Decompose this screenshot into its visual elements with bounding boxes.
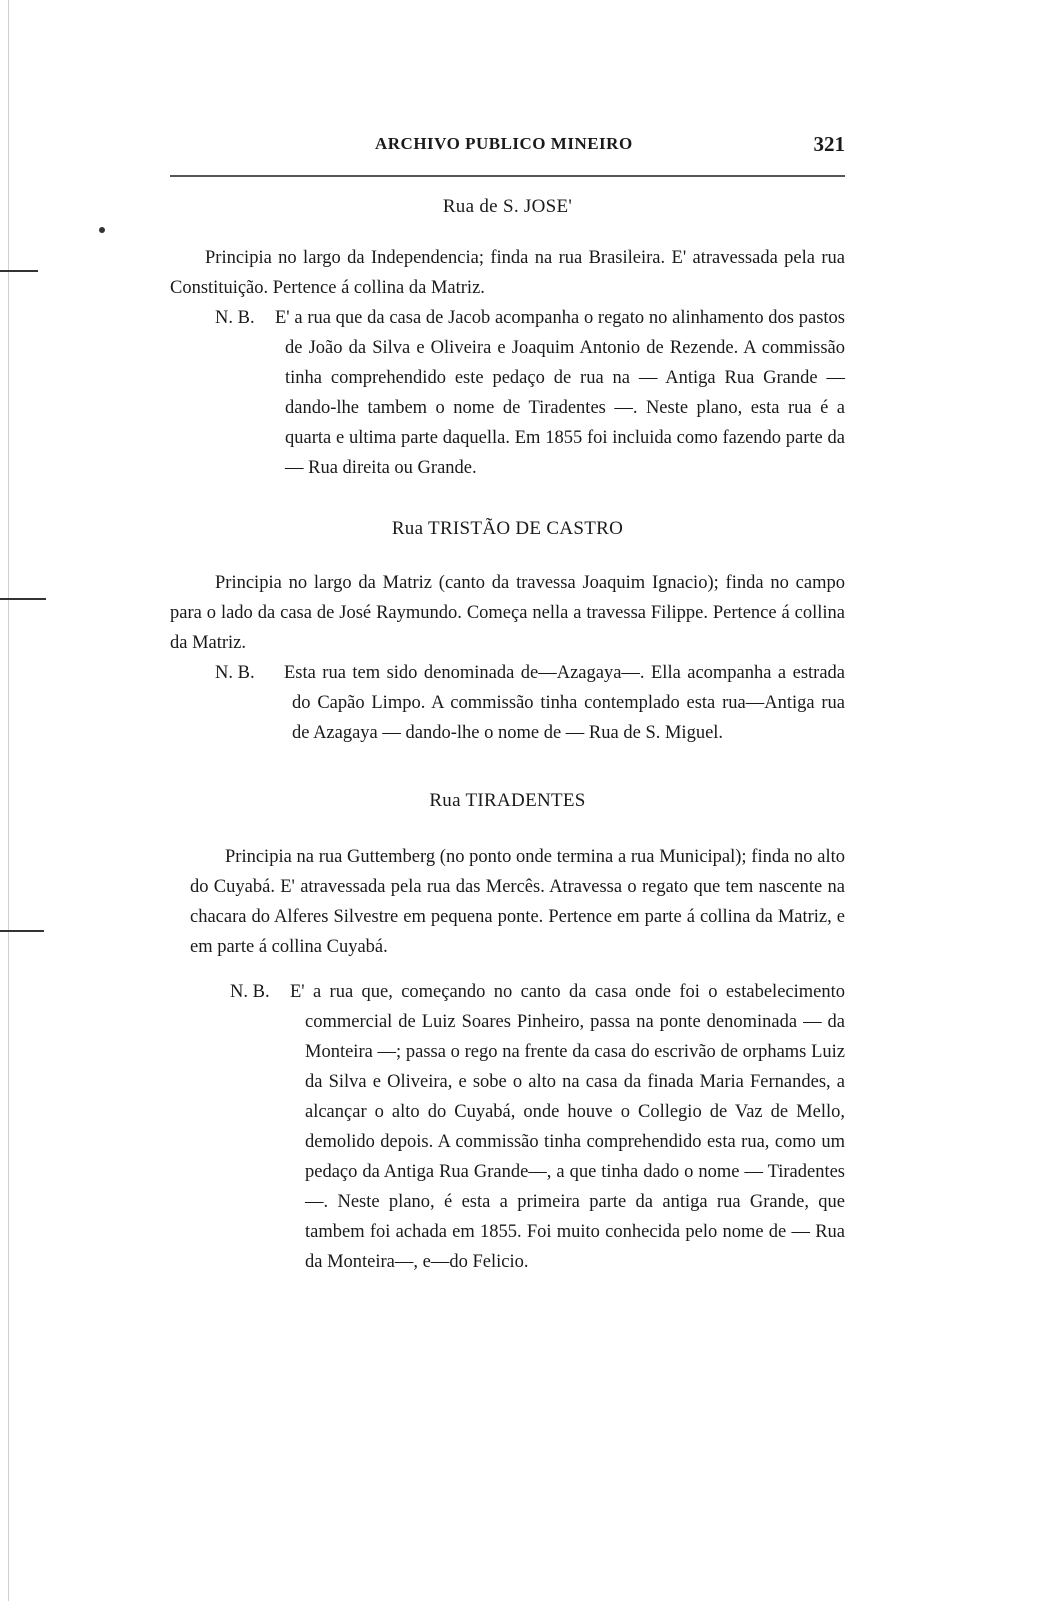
nb-text: E' a rua que, começando no canto da casa onde foi o estabelecimento commercial de Luiz Soares Pinheiro, passa na ponte denominada — da Monteira —; passa o rego na frente da casa do escrivão de orphams Luiz da Silva e Oliveira, e sobe o alto na casa da finada Maria Fernandes, a alcançar o alto do Cuyabá, onde houve o Collegio de Vaz de Mello, demolido depois. A commissão tinha comprehendido esta rua, como um pedaço da Antiga Rua Grande—, a que tinha dado o nome — Tiradentes —. Neste plano, é esta a primeira parte da antiga rua Grande, que tambem foi achada em 1855. Foi muito conhecida pelo nome de — Rua da Monteira—, e—do Felicio. (290, 982, 845, 1272)
margin-dot (99, 227, 105, 233)
page-number: 321 (813, 132, 845, 156)
margin-mark (0, 270, 38, 272)
section-title: Rua TIRADENTES (429, 790, 586, 811)
nb-label: N. B. (215, 663, 255, 683)
margin-mark (0, 598, 46, 600)
header-rule (170, 175, 845, 177)
nb-label: N. B. (215, 308, 255, 328)
section-description: Principia no largo da Independencia; finda na rua Brasileira. E' atravessada pela rua Constituição. Pertence á collina da Matriz. (170, 248, 845, 298)
section-description: Principia na rua Guttemberg (no ponto onde termina a rua Municipal); finda no alto do Cuyabá. E' atravessada pela rua das Mercês. Atravessa o regato que tem nascente na chacara do Alferes Silvestre em pequena ponte. Pertence em parte á collina da Matriz, e em parte á collina Cuyabá. (190, 847, 845, 957)
nb-label: N. B. (230, 982, 270, 1002)
section-title: Rua de S. JOSE' (442, 196, 573, 217)
nota-bene (230, 977, 845, 1307)
section-description: Principia no largo da Matriz (canto da travessa Joaquim Ignacio); finda no campo para o lado da casa de José Raymundo. Começa nella a travessa Filippe. Pertence á collina da Matriz. (170, 573, 845, 653)
nota-bene (215, 303, 845, 493)
nota-bene (215, 658, 845, 768)
running-title: ARCHIVO PUBLICO MINEIRO (375, 134, 633, 153)
nb-text: Esta rua tem sido denominada de—Azagaya—. Ella acompanha a estrada do Capão Limpo. A commissão tinha contemplado esta rua—Antiga rua de Azagaya — dando-lhe o nome de — Rua de S. Miguel. (284, 663, 845, 743)
margin-mark (0, 930, 44, 932)
nb-text: E' a rua que da casa de Jacob acompanha o regato no alinhamento dos pastos de João da Silva e Oliveira e Joaquim Antonio de Rezende. A commissão tinha comprehendido este pedaço de rua na — Antiga Rua Grande — dando-lhe tambem o nome de Tiradentes —. Neste plano, esta rua é a quarta e ultima parte daquella. Em 1855 foi incluida como fazendo parte da — Rua direita ou Grande. (275, 308, 845, 478)
binding-edge (8, 0, 9, 1601)
section-title: Rua TRISTÃO DE CASTRO (391, 518, 624, 539)
page-header (375, 132, 845, 162)
